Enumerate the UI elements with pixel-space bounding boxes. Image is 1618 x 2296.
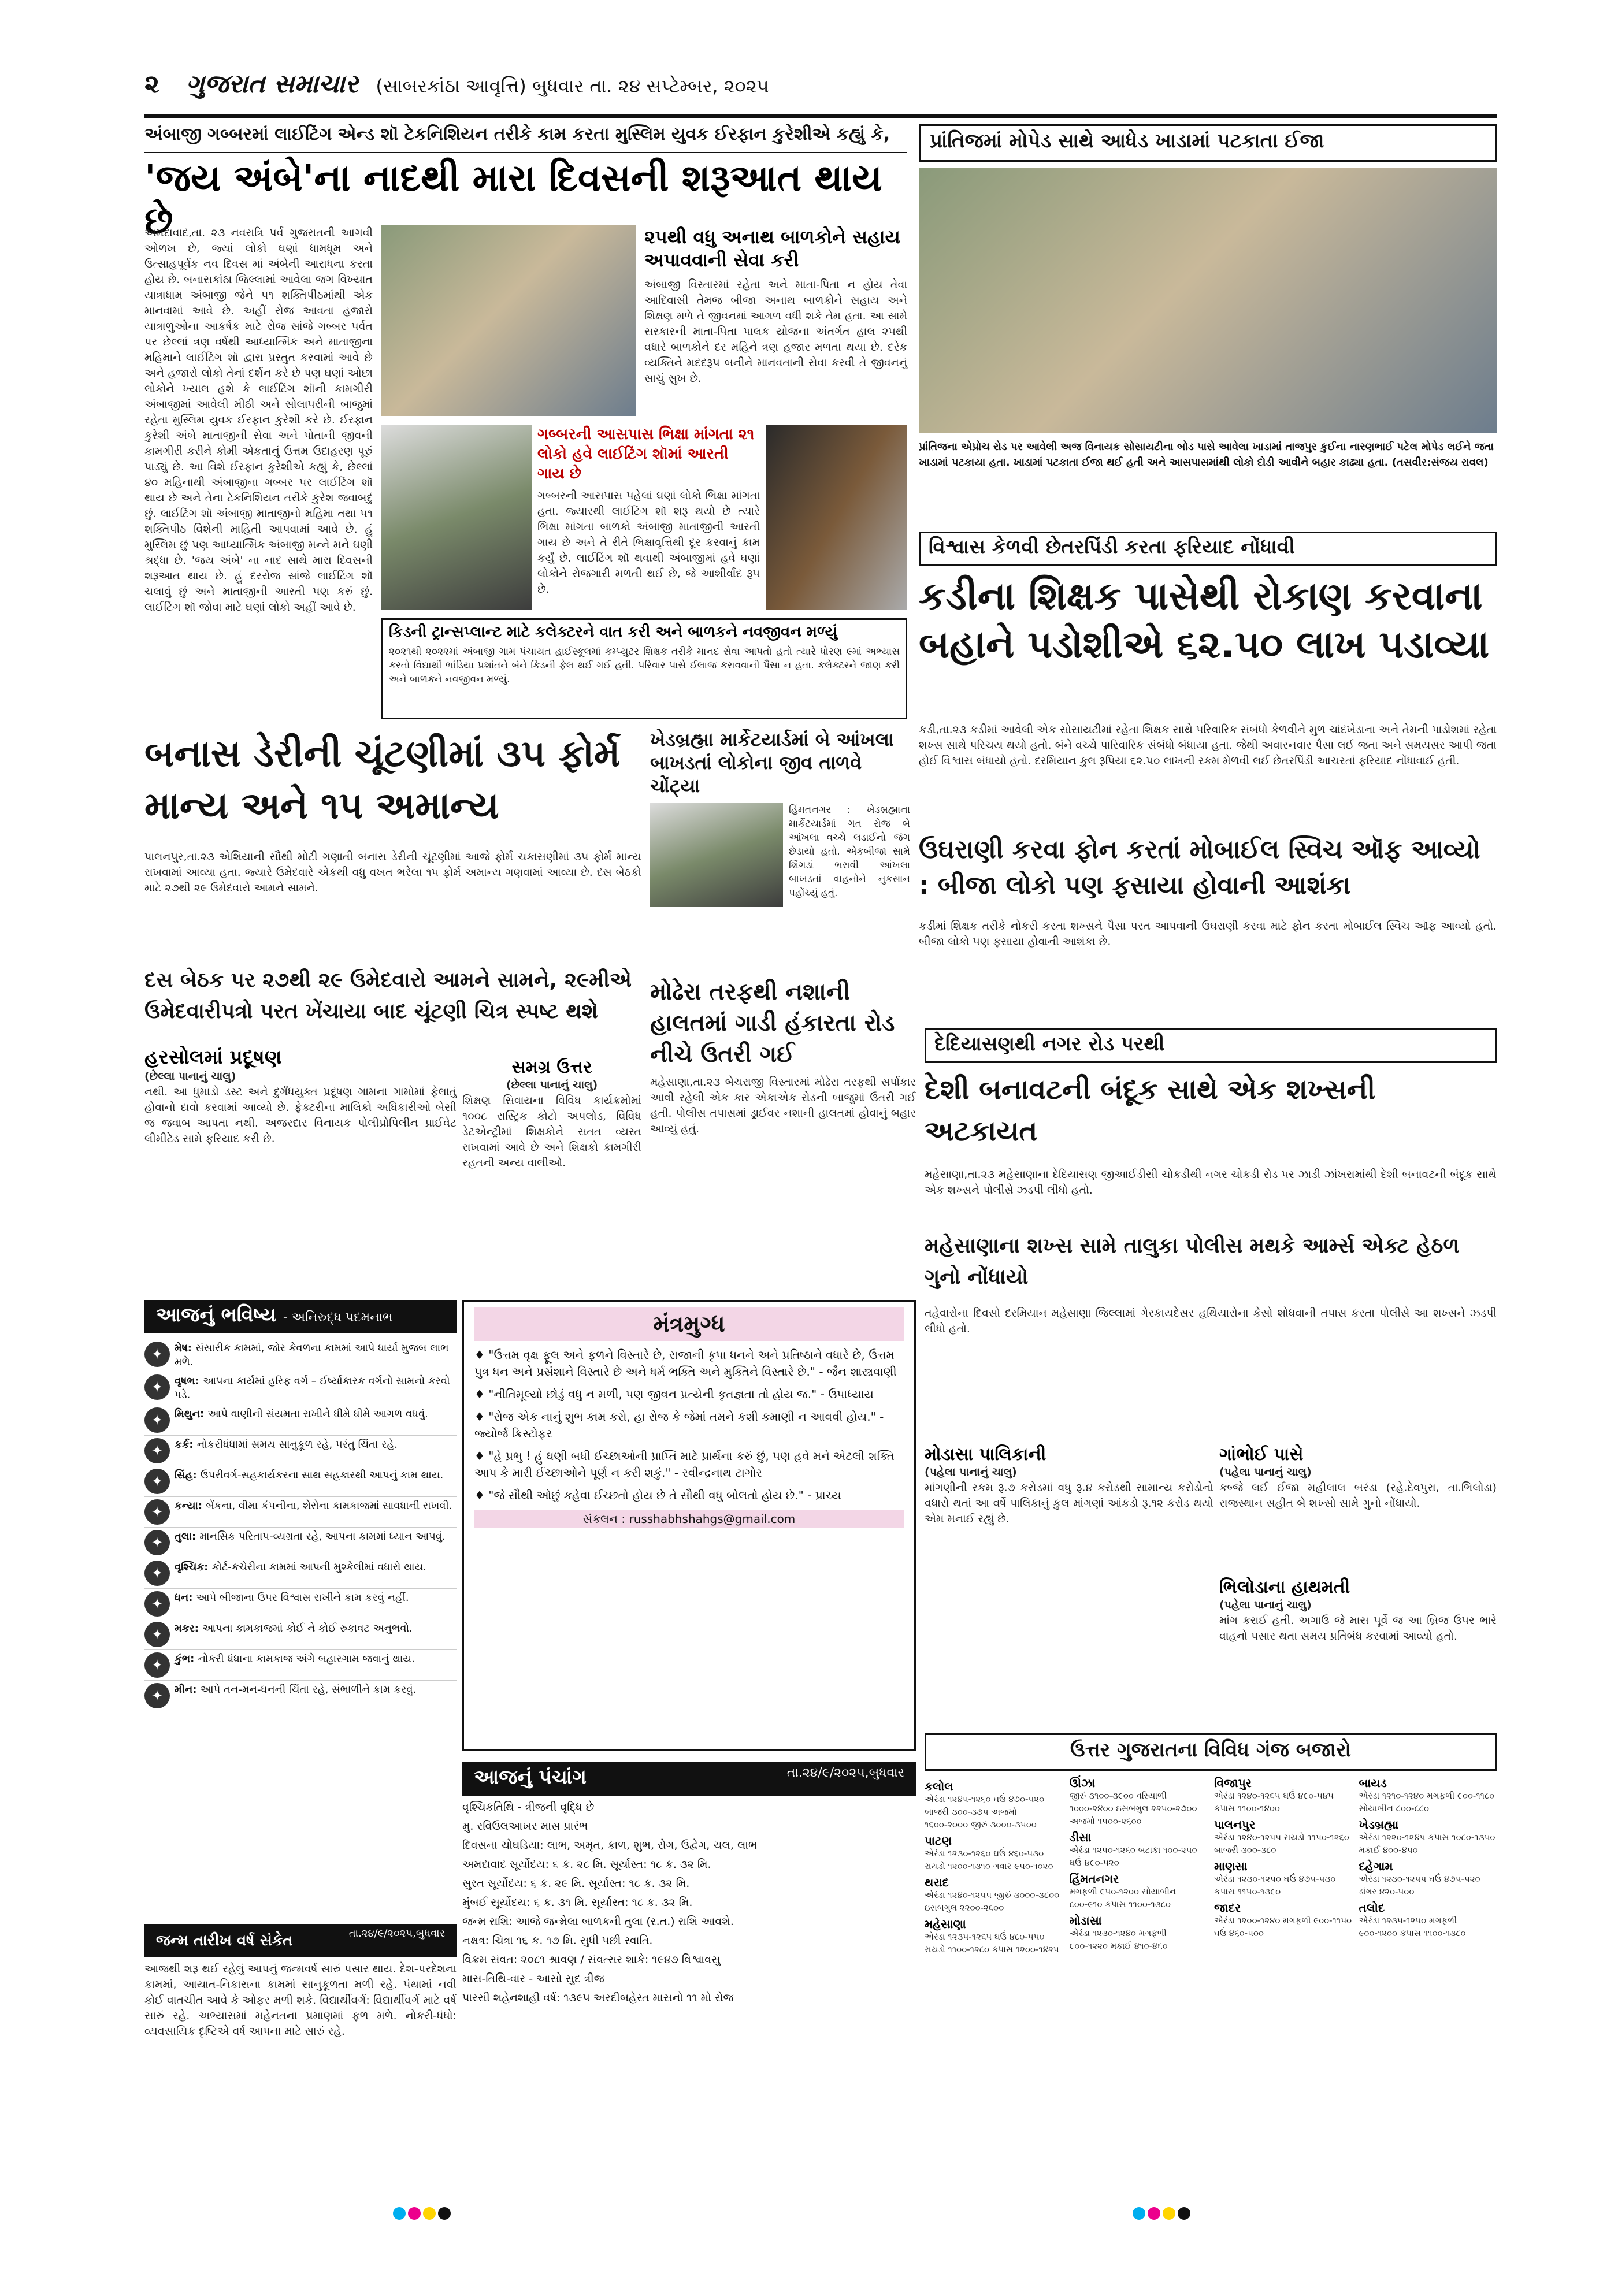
panchang-line: પારસી શહેનશાહી વર્ષ: ૧૩૯૫ અરદીબહેસ્ત માસનો ૧૧ મો રોજ (462, 1992, 734, 2004)
samagra-cont: (છેલ્લા પાનાનું ચાલુ) (506, 1079, 598, 1091)
market-name: કલોલ (925, 1779, 953, 1793)
mantramugdh-quotes (474, 1347, 904, 1504)
mantramugdh-title: મંત્રમુગ્ધ (474, 1307, 904, 1341)
zodiac-icon: ✦ (144, 1342, 170, 1367)
market-rates: એરંડા ૧૨૨૦-૧૨૪૫ કપાસ ૧૦૮૦-૧૩૫૦ મકાઈ ૪૦૦-૪૫૦ (1359, 1832, 1495, 1855)
sign-text: આપે બીજાના ઉપર વિશ્વાસ રાખીને કામ કરવું નહીં. (196, 1592, 409, 1604)
market-block (1359, 1860, 1497, 1898)
market-block (1214, 1860, 1352, 1898)
khedbrahma-headline: ખેડબ્રહ્મા માર્કેટયાર્ડમાં બે આંખલા બાખડતાં લોકોના જીવ તાળવે ચોંટ્યા (650, 729, 894, 797)
sign-name: ધન: (175, 1592, 196, 1604)
zodiac-icon: ✦ (144, 1438, 170, 1463)
kidney-box (381, 618, 907, 719)
prantij-photo (919, 168, 1497, 433)
banas-sub: દસ બેઠક પર ૨૭થી ૨૯ ઉમેદવારો આમને સામને, ૨૯મીએ ઉમેદવારીપત્રો પરત ખેંચાયા બાદ ચૂંટણી ચિત્ર સ્પષ્ટ થશે (144, 968, 632, 1023)
banas-headline: બનાસ ડેરીની ચૂંટણીમાં ૩૫ ફોર્મ માન્ય અને ૧૫ અમાન્ય (144, 733, 621, 827)
zodiac-icon: ✦ (144, 1591, 170, 1617)
market-block (925, 1918, 1063, 1956)
sign-name: મીન: (175, 1684, 201, 1696)
bhavishya-title: આજનું ભવિષ્ય (156, 1303, 277, 1327)
market-name: તલોદ (1359, 1901, 1385, 1915)
mehsana-police-headline: મહેસાણાના શખ્સ સામે તાલુકા પોલીસ મથકે આર્મ્સ એક્ટ હેઠળ ગુનો નોંધાયો (925, 1234, 1460, 1289)
sign-name: સિંહ: (175, 1469, 201, 1481)
panchang-title: આજનું પંચાંગ (474, 1766, 587, 1789)
horoscope-sign (144, 1497, 457, 1528)
market-block (1359, 1818, 1497, 1856)
birthday-title: જન્મ તારીખ વર્ષ સંકેત (156, 1932, 293, 1949)
mehsana-police-body: તહેવારોના દિવસો દરમિયાન મહેસાણા જિલ્લામાં ગેરકાયદેસર હથિયારોના કેસો શોધવાની તપાસ કરતા પોલીસે આ શખ્સને ઝડપી લીધો હતો. (925, 1307, 1497, 1335)
prantij-caption (919, 439, 1497, 526)
sign-name: તુલા: (175, 1530, 200, 1543)
panchang-date: તા.૨૪/૯/૨૦૨૫,બુધવાર (786, 1766, 904, 1780)
beggars-body: ગબ્બરની આસપાસ પહેલાં ઘણાં લોકો ભિક્ષા માંગતા હતા. જ્યારથી લાઈટિંગ શૉ શરૂ થયો છે ત્યારે ભિક્ષા માંગતા બાળકો અંબાજી માતાજીની આરતી ગાય છે અને તે રીતે ભિક્ષાવૃત્તિથી દૂર કરવાનું કામ કર્યું છે. લાઈટિંગ શૉ થવાથી અંબાજીમાં હવે ઘણાં લોકોને રોજગારી મળતી થઈ છે, જે આશીર્વાદ રૂપ છે. (537, 489, 760, 596)
sign-text: સંસારીક કામમાં, જોર કેવળના કામમાં આપે ધાર્યા મુજબ લાભ મળે. (175, 1342, 449, 1368)
edition-line: (સાબરકાંઠા આવૃત્તિ) બુધવાર તા. ૨૪ સપ્ટેમ્બર, ૨૦૨૫ (376, 75, 769, 97)
page-number: ૨ (144, 69, 159, 99)
sign-name: કુંભ: (175, 1653, 198, 1665)
sign-name: મેષ: (175, 1342, 196, 1354)
market-block (1070, 1914, 1208, 1952)
sign-name: વૃશ્ચિક: (175, 1561, 212, 1573)
harsol-story (144, 1046, 457, 1288)
orphans-sidebar (644, 225, 907, 416)
sign-text: ઉપરીવર્ગ-સહકાર્યકરના સાથ સહકારથી આપનું કામ થાય. (200, 1469, 444, 1481)
modhera-body: મહેસાણા,તા.૨૩ બેચરાજી વિસ્તારમાં મોઢેરા તરફથી સર્પાકાર આવી રહેલી એક કાર એકાએક રોડની બાજુમાં ઉતરી ગઈ હતી. પોલીસ તપાસમાં ડ્રાઈવર નશાની હાલતમાં હોવાનું બહાર આવ્યું હતું. (650, 1076, 916, 1135)
kadi-headline: કડીના શિક્ષક પાસેથી રોકાણ કરવાના બહાને પડોશીએ ૬૨.૫૦ લાખ પડાવ્યા (919, 574, 1490, 667)
zodiac-icon: ✦ (144, 1561, 170, 1586)
banas-body: પાલનપુર,તા.૨૩ એશિયાની સૌથી મોટી ગણાતી બનાસ ડેરીની ચૂંટણીમાં આજે ફોર્મ ચકાસણીમાં ૩૫ ફોર્મ માન્ય રાખવામાં આવ્યા હતા. જ્યારે ઉમેદવારે એકથી વધુ વખત ભરેલા ૧૫ ફોર્મ અમાન્ય ગણવામાં આવ્યા છે. દસ બેઠકો માટે ૨૭થી ૨૯ ઉમેદવારો આમને સામને. (144, 850, 641, 894)
khedbrahma-body: હિંમતનગર : ખેડબ્રહ્માના માર્કેટયાર્ડમાં ગત રોજ બે આંખલા વચ્ચે લડાઈનો જંગ છેડાયો હતો. એકબીજા સામે શિંગડાં ભરાવી આંખલા બાખડતાં વાહનોને નુકસાન પહોંચ્યું હતું. (789, 804, 910, 899)
samagra-title: સમગ્ર ઉત્તર (511, 1057, 592, 1078)
market-rates: એરંડા ૧૨૪૦-૧૨૬૫ ઘઉં ૪૯૦-૫૪૫ કપાસ ૧૧૦૦-૧૪૦૦ (1214, 1790, 1334, 1814)
quote-item: ♦ "જે સૌથી ઓછું કહેવા ઈચ્છતો હોય છે તે સૌથી વધુ બોલતો હોય છે." - પ્રાચ્ય (474, 1488, 841, 1502)
sign-name: મકર: (175, 1622, 203, 1634)
market-name: વિજાપુર (1214, 1776, 1252, 1790)
sign-name: મિથુન: (175, 1408, 208, 1420)
kidney-title: કિડની ટ્રાન્સપ્લાન્ટ માટે કલેક્ટરને વાત કરી અને બાળકને નવજીવન મળ્યું (389, 623, 837, 641)
zodiac-icon: ✦ (144, 1530, 170, 1555)
market-name: માણસા (1214, 1859, 1248, 1873)
market-block (1214, 1901, 1352, 1940)
market-block (925, 1780, 1063, 1831)
zodiac-icon: ✦ (144, 1683, 170, 1708)
sign-text: આપના કાર્યમાં હરિફ વર્ગ – ઈર્ષ્યાકારક વર્ગનો સામનો કરવો પડે. (175, 1375, 450, 1401)
harsol-body: નથી. આ ધુમાડો ડસ્ટ અને દુર્ગંધયુક્ત પ્રદૂષણ ગામના ગામોમાં ફેલાતું હોવાનો દાવો કરવામાં આવ્યો છે. ફેક્ટરીના માલિકો અધિકારીઓ બેસી જ જવાબ આપતા નથી. અજરદાર વિનાયક પોલીપ્રોપિલીન પ્રાઈવેટ લીમીટેડ સામે ફરિયાદ કરી છે. (144, 1086, 457, 1145)
zodiac-icon: ✦ (144, 1374, 170, 1400)
panchang-header (462, 1762, 916, 1796)
market-block (925, 1834, 1063, 1873)
panchang-line: મુંબઈ સૂર્યોદય: ૬ ક. ૩૧ મિ. સૂર્યાસ્ત: ૧૮ ક. ૩૨ મિ. (462, 1896, 693, 1909)
lead-body: અમદાવાદ,તા. ૨૩ નવરાત્રિ પર્વ ગુજરાતની આગવી ઓળખ છે, જ્યાં લોકો ઘણાં ધામધૂમ અને ઉત્સાહપૂર્વક નવ દિવસ માં અંબેની આરાધના કરતા હોય છે. બનાસકાંઠા જિલ્લામાં આવેલા જગ વિખ્યાત યાત્રાધામ અંબાજી જેને ૫૧ શક્તિપીઠમાંથી એક માનવામાં આવે છે. અહીં રોજ આવતા હજારો યાત્રાળુઓના આકર્ષક માટે રોજ સાંજે ગબ્બર પર્વત પર છેલ્લાં ત્રણ વર્ષથી આધ્યાત્મિક અને માતાજીના મહિમાને લાઈટિંગ શૉ દ્વારા પ્રસ્તુત કરવામાં આવે છે અને હજારો લોકો તેનાં દર્શન કરે છે પણ ઘણાં ઓછા લોકોને ખ્યાલ હશે કે લાઈટિંગ શૉની કામગીરી અંબાજીમાં આવેલી મીઠી અને સોલાપરીની બાજુમાં રહેતા મુસ્લિમ યુવક ઈરફાન કુરેશી કરે છે. ઈરફાન કુરેશી અંબે માતાજીની સેવા અને પોતાની જીવની કામગીરી કરીને કોમી એકતાનું ઉત્તમ ઉદાહરણ પૂરું પાડ્યું છે. આ વિશે ઈરફાન કુરેશીએ કહ્યું કે, છેલ્લાં ૪૦ મહિનાથી અંબાજીના ગબ્બર પર લાઈટિંગ શૉ થાય છે અને તેના ટેકનિશિયન તરીકે કુરેશ જવાબદું છું. લાઈટિંગ શૉ અંબાજી માતાજીનો મહિમા તથા ૫૧ શક્તિપીઠ વિશેની માહિતી આપવામાં આવે છે. હું મુસ્લિમ છું પણ આધ્યાત્મિક અંબાજી મન્ને મને ઘણી શ્રદ્ધા છે. 'જય અંબે' ના નાદ સાથે મારા દિવસની શરૂઆત થાય છે. હું દરરોજ સાંજે લાઈટિંગ શૉ ચલાવું છું અને માતાજીની આરતી પણ કરું છું. લાઈટિંગ શૉ જોવા માટે ઘણાં લોકો અહીં આવે છે. (144, 226, 373, 614)
market-name: દહેગામ (1359, 1859, 1393, 1873)
sign-name: કન્યા: (175, 1500, 206, 1512)
market-name: પાલનપુર (1214, 1818, 1256, 1831)
municipality-cont: (પહેલા પાનાનું ચાલુ) (925, 1466, 1017, 1478)
market-block (1070, 1831, 1208, 1869)
ughrani-body: કડીમાં શિક્ષક તરીકે નોકરી કરતા શખ્સને પૈસા પરત આપવાની ઉઘરાણી કરવા માટે ફોન કરતા મોબાઈલ સ્વિચ ઑફ આવ્યો હતો. બીજા લોકો પણ ફસાયા હોવાની આશંકા છે. (919, 920, 1497, 948)
ganj-title: ઉત્તર ગુજરાતના વિવિધ ગંજ બજારો (925, 1733, 1497, 1771)
birthday-body: આજથી શરૂ થઈ રહેલું આપનું જન્મવર્ષ સારું પસાર થાય. દેશ-પરદેશના કામમાં, આયાત-નિકાસના કામમાં સાનુકૂળતા મળી રહે. પંથામાં નવી કોઈ વાતચીત આવે કે ઓફર મળી શકે. વિદ્યાર્થીવર્ગ: વિદ્યાર્થીવર્ગ માટે વર્ષ સારું રહે. અભ્યાસમાં મહેનતના પ્રમાણમાં ફળ મળે. નોકરી-ધંધો: વ્યવસાયિક દૃષ્ટિએ વર્ષ આપના માટે સારું રહે. (144, 1963, 457, 2038)
zodiac-icon: ✦ (144, 1652, 170, 1678)
bhavishya-header (144, 1300, 457, 1333)
horoscope-sign (144, 1589, 457, 1619)
market-rates: એરંડા ૧૨૧૦-૧૨૪૦ મગફળી ૯૦૦-૧૧૮૦ સોયાબીન ૮૦૦-૮૮૦ (1359, 1790, 1495, 1814)
zodiac-icon: ✦ (144, 1469, 170, 1494)
market-rates: એરંડા ૧૨૩૦-૧૨૬૦ ઘઉં ૪૬૦-૫૩૦ રાયડો ૧૨૦૦-૧૩૧૦ ગવાર ૯૫૦-૧૦૨૦ (925, 1848, 1053, 1871)
gambhoi-title: ગાંભોઈ પાસે (1219, 1444, 1304, 1465)
quote-item: ♦ "નીતિમૂલ્યો છોડું વધુ ન મળી, પણ જીવન પ્રત્યેની કૃતજ્ઞતા તો હોય જ." - ઉપાધ્યાય (474, 1387, 874, 1401)
panchang-line: જન્મ રાશિ: આજે જન્મેલા બાળકની તુલા (ર.ત.) રાશિ આવશે. (462, 1915, 734, 1928)
market-name: મોડાસા (1069, 1914, 1102, 1927)
light-show-photo (766, 425, 907, 610)
gambhoi-story (1219, 1444, 1497, 1571)
panchang-line: નક્ષત્ર: ચિત્રા ૧૬ ક. ૧૭ મિ. સુધી પછી સ્વાતિ. (462, 1934, 653, 1947)
mantramugdh-contact: સંકલન : russhabhshahgs@gmail.com (474, 1510, 904, 1528)
panchang-line: મુ. રવિઉલઆખર માસ પ્રારંભ (462, 1820, 588, 1833)
panchang-line: વૃશ્ચિકતિથિ - ત્રીજની વૃદ્ધિ છે (462, 1801, 595, 1814)
bhiloda-title: ભિલોડાના હાથમતી (1219, 1577, 1350, 1597)
paper-name: ગુજરાત સમાચાર (185, 69, 358, 99)
samagra-story (462, 1057, 641, 1300)
zodiac-icon: ✦ (144, 1407, 170, 1433)
harsol-cont: (છેલ્લા પાનાનું ચાલુ) (144, 1070, 236, 1083)
market-rates: એરંડા ૧૨૩૦-૧૨૪૦ મગફળી ૯૦૦-૧૨૨૦ મકાઈ ૪૧૦-૪૬૦ (1069, 1928, 1168, 1951)
zodiac-icon: ✦ (144, 1622, 170, 1647)
birthday-header (144, 1924, 457, 1957)
samagra-body: શિક્ષણ સિવાયના વિવિધ કાર્યક્રમોમાં ૧૦૦૮ રાસ્ટ્રિક કોટો અપલોડ, વિવિધ ડેટએન્ટ્રીમાં શિક્ષકોને સતત વ્યસ્ત રાખવામાં આવે છે અને શિક્ષકો કામગીરી રહતની અન્ય વાલીઓ. (462, 1094, 641, 1169)
sign-text: આપે વાણીની સંયમતા રાખીને ધીમે ધીમે આગળ વધવું. (207, 1408, 428, 1420)
panchang-line: માસ-તિથિ-વાર - આસો સુદ ત્રીજ (462, 1972, 604, 1985)
market-rates: જીરું ૩૧૦૦-૩૯૦૦ વરિયાળી ૧૦૦૦-૨૪૦૦ ઇસબગુલ ૨૨૫૦-૨૭૦૦ અજમો ૧૫૦૦-૨૬૦૦ (1069, 1790, 1197, 1826)
masthead-rule (144, 114, 1497, 118)
birthday-date: તા.૨૪/૯/૨૦૨૫,બુધવાર (348, 1927, 445, 1940)
prantij-body: પ્રાંતિજના એપ્રોચ રોડ પર આવેલી અજ વિનાયક સોસાયટીના બોડ પાસે આવેલા ખાડામાં તાજપુર કુઈના નારણભાઈ પટેલ મોપેડ લઈને જતા ખાડામાં પટકાયા હતા. ખાડામાં પટકાતા ઈજા થઈ હતી અને આસપાસમાંથી લોકો દોડી આવીને બહાર કાઢ્યા હતા. (919, 441, 1494, 469)
municipality-story (925, 1444, 1214, 1606)
market-name: ઊંઝા (1069, 1776, 1096, 1790)
market-block (1070, 1777, 1208, 1827)
market-block (1359, 1901, 1497, 1940)
horoscope-sign (144, 1681, 457, 1711)
bhavishya-list (144, 1339, 457, 1917)
panchang-line: અમદાવાદ સૂર્યોદય: ૬ ક. ૨૮ મિ. સૂર્યાસ્ત: ૧૮ ક. ૩૨ મિ. (462, 1858, 711, 1871)
horoscope-sign (144, 1619, 457, 1650)
lead-headline: 'જય અંબે'ના નાદથી મારા દિવસની શરૂઆત થાય છે (144, 157, 882, 243)
dediyasan-body: મહેસાણા,તા.૨૩ મહેસાણાના દેદિયાસણ જીઆઈડીસી ચોકડીથી નગર ચોકડી રોડ પર ઝાડી ઝાંખરામાંથી દેશી બનાવટની બંદૂક સાથે એક શખ્સને પોલીસે ઝડપી લીધો હતો. (925, 1168, 1497, 1197)
horoscope-sign (144, 1650, 457, 1681)
market-rates: મગફળી ૯૫૦-૧૨૦૦ સોયાબીન ૮૦૦-૯૧૦ કપાસ ૧૧૦૦-૧૩૮૦ (1069, 1886, 1177, 1909)
zodiac-icon: ✦ (144, 1499, 170, 1525)
quote-item: ♦ "રોજ એક નાનું શુભ કામ કરો, હા રોજ કે જેમાં તમને કશી કમાણી ન આવવી હોય." - જ્યોર્જ ક્રિસ્ટોફર (474, 1410, 884, 1440)
horoscope-sign (144, 1339, 457, 1372)
gambhoi-body: કબ્જે લઈ ઈજા મહીલાલ બરંડા (રહે.દેવપુરા, તા.ભિલોડા) રાજસ્થાન સહીત બે શખ્સો સામે ગુનો નોંધાયો. (1219, 1481, 1497, 1510)
panchang-line: વિક્રમ સંવત: ૨૦૮૧ શ્રાવણ / સંવત્સર શાકે: ૧૯૪૭ વિશ્વાવસુ (462, 1953, 721, 1966)
market-rates: એરંડા ૧૨૩૦-૧૨૫૫ ઘઉં ૪૭૫-૫૨૦ ડાંગર ૪૨૦-૫૦૦ (1359, 1874, 1480, 1897)
kadi-kicker: વિશ્વાસ કેળવી છેતરપિંડી કરતા ફરિયાદ નોંધાવી (919, 532, 1497, 566)
dediyasan-headline: દેશી બનાવટની બંદૂક સાથે એક શખ્સની અટકાયત (925, 1073, 1376, 1147)
market-rates: એરંડા ૧૨૪૫-૧૨૬૦ ઘઉં ૪૭૦-૫૨૦ બાજરી ૩૦૦-૩૭૫ અજમો ૧૬૦૦-૨૦૦૦ જીરું ૩૦૦૦-૩૫૦૦ (925, 1794, 1045, 1830)
color-dots-left (393, 2207, 509, 2224)
quote-item: ♦ "ઉત્તમ વૃક્ષ ફૂલ અને ફળને વિસ્તારે છે, રાજાની કૃપા ધનને અને પ્રતિષ્ઠાને વધારે છે, ઉત્તમ પુત્ર ધન અને પ્રસંશાને વિસ્તારે છે અને ધર્મ ભક્તિ અને મુક્તિને વિસ્તારે છે." - જૈન શાસ્ત્રવાણી (474, 1348, 897, 1379)
municipality-body: માંગણીની રકમ રૂ.૭ કરોડમાં વધુ રૂ.૪ કરોડથી સામાન્ય કરોડોનો વધારો થતાં આ વર્ષે પાલિકાનું કુલ માંગણાં આંકડો રૂ.૧૨ કરોડ થયો એમ મનાઈ રહ્યું છે. (925, 1481, 1214, 1525)
bhiloda-cont: (પહેલા પાનાનું ચાલુ) (1219, 1599, 1312, 1611)
gambhoi-cont: (પહેલા પાનાનું ચાલુ) (1219, 1466, 1312, 1478)
horoscope-sign (144, 1466, 457, 1497)
dediyasan-kicker: દેદિયાસણથી નગર રોડ પરથી (925, 1028, 1497, 1063)
market-rates: એરંડા ૧૨૩૦-૧૨૫૦ ઘઉં ૪૭૫-૫૩૦ કપાસ ૧૧૫૦-૧૩૯૦ (1214, 1874, 1336, 1897)
kidney-body: ૨૦૨૧થી ૨૦૨૨માં અંબાજી ગામ પંચાયત હાઈસ્કૂલમાં કમ્પ્યુટર શિક્ષક તરીકે માનદ સેવા આપતો હતો ત્યારે ધોરણ ૯માં અભ્યાસ કરતો વિદ્યાર્થી ભાંડિયા પ્રશાંતને બંને કિડની ફેલ થઈ ગઈ હતી. પરિવાર પાસે ઈલાજ કરાવવાની પૈસા ન હતા. કલેક્ટરને જાણ કરી અને બાળકને નવજીવન મળ્યું. (389, 646, 900, 685)
ughrani-headline: ઉઘરાણી કરવા ફોન કરતાં મોબાઈલ સ્વિચ ઑફ આવ્યો : બીજા લોકો પણ ફસાયા હોવાની આશંકા (919, 835, 1480, 900)
sign-text: નોકરીધંધામાં સમય સાનુકૂળ રહે, પરંતુ ચિંતા રહે. (196, 1439, 398, 1451)
panchang-line: દિવસના ચોઘડિયા: લાભ, અમૃત, કાળ, શુભ, રોગ, ઉદ્વેગ, ચલ, લાભ (462, 1839, 758, 1852)
technician-photo (381, 425, 532, 610)
market-name: જાદર (1214, 1901, 1241, 1915)
sign-name: વૃષભ: (175, 1375, 203, 1387)
market-rates: એરંડા ૧૨૩૫-૧૨૫૦ મગફળી ૯૦૦-૧૨૦૦ કપાસ ૧૧૦૦-૧૩૮૦ (1359, 1915, 1466, 1938)
market-block (1214, 1777, 1352, 1815)
modhera-headline: મોઢેરા તરફથી નશાની હાલતમાં ગાડી હંકારતા રોડ નીચે ઉતરી ગઈ (650, 979, 895, 1068)
kadi-body: કડી,તા.૨૩ કડીમાં આવેલી એક સોસાયટીમાં રહેતા શિક્ષક સાથે પરિવારિક સંબંધો કેળવીને મુળ ચાંદખેડાના અને તેમની પાડોશમાં રહેતા શખ્સ સાથે પરિચય થયો હતો. બંને વચ્ચે પારિવારિક સંબંધો બંધાયા હતા. જેથી અવારનવાર પૈસા લઈ જતા અને સમયસર આપી જતા હોઈ વિશ્વાસ બંધાયો હતો. દરમિયાન કુલ રૂપિયા ૬૨.૫૦ લાખની રકમ મેળવી લઈ છેતરપિંડી આચરતાં ફરિયાદ નોંધાવાઈ હતી. (919, 723, 1497, 767)
market-block (1359, 1777, 1497, 1815)
prantij-title: પ્રાંતિજમાં મોપેડ સાથે આધેડ ખાડામાં પટકાતા ઈજા (919, 124, 1497, 162)
market-name: થરાદ (925, 1875, 949, 1889)
market-name: ડીસા (1069, 1830, 1092, 1844)
horoscope-sign (144, 1528, 457, 1558)
panchang-lines (462, 1800, 916, 2158)
sign-text: આપના કામકાજમાં કોઈ ને કોઈ રુકાવટ અનુભવો. (202, 1622, 413, 1634)
bhiloda-body: માંગ કરાઈ હતી. અગાઉ જે માસ પૂર્વે જ આ બ્રિજ ઉપર ભારે વાહનો પસાર થતા સમય પ્રતિબંધ કરવામાં આવ્યો હતો. (1219, 1614, 1497, 1643)
beggars-title: ગબ્બરની આસપાસ ભિક્ષા માંગતા ૨૧ લોકો હવે લાઈટિંગ શૉમાં આરતી ગાય છે (537, 426, 755, 482)
masthead (144, 69, 1497, 110)
market-name: પાટણ (925, 1834, 952, 1848)
panchang-line: સુરત સૂર્યોદય: ૬ ક. ૨૯ મિ. સૂર્યાસ્ત: ૧૮ ક. ૩૨ મિ. (462, 1877, 690, 1890)
harsol-title: હરસોલમાં પ્રદૂષણ (144, 1046, 282, 1069)
sign-name: કર્ક: (175, 1439, 197, 1451)
prantij-credit: (તસવીર:સંજય રાવલ) (1391, 456, 1489, 469)
horoscope-sign (144, 1372, 457, 1405)
lead-kicker: અંબાજી ગબ્બરમાં લાઈટિંગ એન્ડ શૉ ટેકનિશિયન તરીકે કામ કરતા મુસ્લિમ યુવક ઈરફાન કુરેશીએ કહ્યું કે, (144, 124, 907, 153)
market-rates: એરંડા ૧૨૪૦-૧૨૫૫ રાયડો ૧૧૫૦-૧૨૬૦ બાજરી ૩૦૦-૩૮૦ (1214, 1832, 1349, 1855)
sign-text: નોકરી ધંધાના કામકાજ અંગે બહારગામ જવાનું થાય. (198, 1653, 415, 1665)
bhavishya-author: - અનિરુદ્ધ પદમનાભ (283, 1310, 393, 1325)
market-block (1070, 1873, 1208, 1911)
mantramugdh-box (462, 1300, 916, 1751)
horoscope-sign (144, 1405, 457, 1436)
municipality-title: મોડાસા પાલિકાની (925, 1444, 1046, 1465)
market-name: બાયડ (1359, 1776, 1387, 1790)
market-block (925, 1876, 1063, 1914)
sign-text: કોર્ટ-કચેરીના કામમાં આપની મુશ્કેલીમાં વધારો થાય. (211, 1561, 426, 1573)
orphans-body: અંબાજી વિસ્તારમાં રહેતા અને માતા-પિતા ન હોય તેવા આદિવાસી તેમજ બીજા અનાથ બાળકોને સહાય અને શિક્ષણ મળે તે જીવનમાં આગળ વધી શકે તેમ હતા. આ સામે સરકારની માતા-પિતા પાલક યોજના અંતર્ગત હાલ ૨૫થી વધારે બાળકોને દર મહિને ત્રણ હજાર મળતા થયા છે. દરેક વ્યક્તિને મદદરૂપ બનીને માનવતાની સેવા કરવી તે જીવનનું સાચું સુખ છે. (644, 278, 907, 385)
sign-text: માનસિક પરિતાપ-વ્યગ્રતા રહે, આપના કામમાં ધ્યાન આપવું. (199, 1530, 446, 1543)
bhiloda-story (1219, 1577, 1497, 1727)
market-rates: એરંડા ૧૨૦૦-૧૨૪૦ મગફળી ૯૦૦-૧૧૫૦ ઘઉં ૪૬૦-૫૦૦ (1214, 1915, 1352, 1938)
orphans-photo (381, 225, 636, 416)
market-rates: એરંડા ૧૨૫૦-૧૨૬૦ બટાકા ૧૦૦-૨૫૦ ઘઉં ૪૯૦-૫૨૦ (1069, 1845, 1197, 1868)
color-dots-right (1133, 2207, 1248, 2224)
sign-text: બેંકના, વીમા કંપનીના, શેરોના કામકાજમાં સાવધાની રાખવી. (206, 1500, 452, 1512)
horoscope-sign (144, 1436, 457, 1466)
ganj-markets (925, 1777, 1497, 2169)
horoscope-sign (144, 1558, 457, 1589)
market-rates: એરંડા ૧૨૩૫-૧૨૬૫ ઘઉં ૪૮૦-૫૫૦ રાયડો ૧૧૦૦-૧૨૮૦ કપાસ ૧૨૦૦-૧૪૨૫ (925, 1931, 1059, 1955)
market-name: હિંમતનગર (1069, 1872, 1119, 1886)
market-block (1214, 1818, 1352, 1856)
bulls-photo (650, 803, 783, 907)
beggars-sidebar (537, 425, 760, 610)
orphans-title: ૨૫થી વધુ અનાથ બાળકોને સહાય અપાવવાની સેવા કરી (644, 226, 900, 271)
market-name: મહેસાણા (925, 1917, 966, 1931)
market-name: ખેડબ્રહ્મા (1359, 1818, 1399, 1831)
quote-item: ♦ "હે પ્રભુ ! હું ઘણી બધી ઈચ્છાઓની પ્રાપ્તિ માટે પ્રાર્થના કરું છું, પણ હવે મને એટલી શક્તિ આપ કે મારી ઈચ્છાઓને પૂર્ણ ન કરી શકું." - રવીન્દ્રનાથ ટાગોર (474, 1449, 895, 1480)
sign-text: આપે તન-મન-ધનની ચિંતા રહે, સંભાળીને કામ કરવું. (200, 1684, 417, 1696)
market-rates: એરંડા ૧૨૪૦-૧૨૫૫ જીરું ૩૦૦૦-૩૮૦૦ ઇસબગુલ ૨૨૦૦-૨૬૦૦ (925, 1890, 1060, 1913)
